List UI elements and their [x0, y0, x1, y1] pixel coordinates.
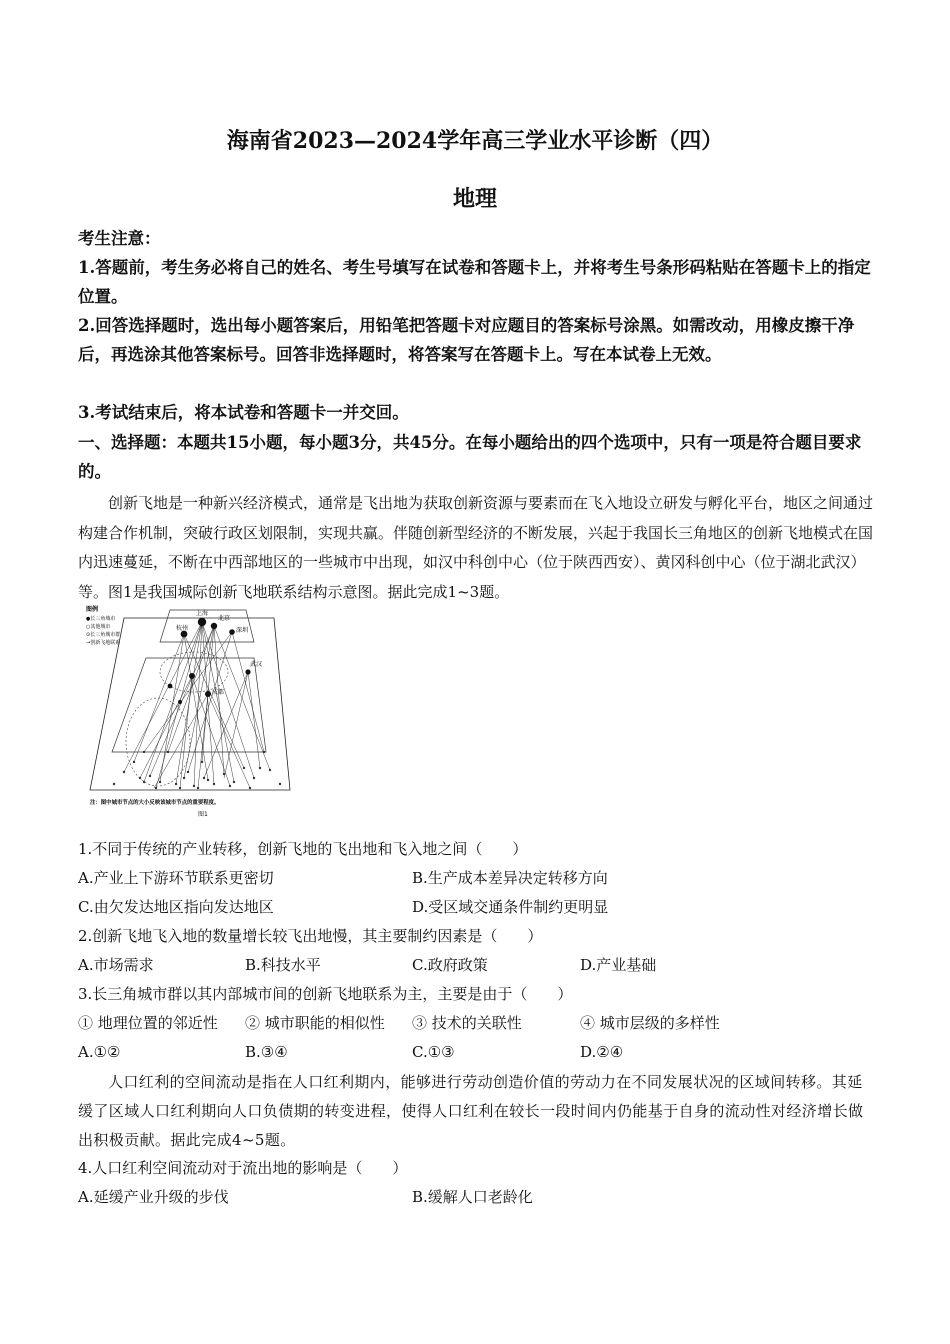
legend-title: 图例: [86, 606, 99, 613]
city-label: 成都: [212, 689, 225, 696]
legend-item: ○其他城市: [86, 624, 111, 630]
q3-option-c[interactable]: C.①③: [412, 1043, 455, 1061]
notice-heading: 考生注意：: [78, 229, 161, 248]
city-node-beijing: [211, 623, 217, 629]
city-label: 北京: [218, 615, 231, 622]
passage-2: 人口红利的空间流动是指在人口红利期内，能够进行劳动创造价值的劳动力在不同发展状况的区域间转移。其延缓了区域人口红利期向人口负债期的转变进程，使得人口红利在较长一段时间内仍能基于自身的流动性对经济增长做出积极贡献。据此完成4~5题。: [78, 1073, 864, 1149]
q3-statement-1: ① 地理位置的邻近性: [78, 1014, 218, 1032]
network-diagram: [84, 602, 296, 820]
q4-option-a[interactable]: A.延缓产业升级的步伐: [78, 1188, 229, 1206]
city-label: 武汉: [250, 661, 263, 668]
legend-item: ●长三角城市: [86, 616, 116, 622]
city-node: [189, 673, 195, 679]
passage-1: 创新飞地是一种新兴经济模式，通常是飞出地为获取创新资源与要素而在飞入地设立研发与孵化平台，地区之间通过构建合作机制，突破行政区划限制，实现共赢。伴随创新型经济的不断发展，兴起于我国长三角地区的创新飞地模式在国内迅速蔓延，不断在中西部地区的一些城市中出现，如汉中科创中心（位于陕西西安）、黄冈科创中心（位于湖北武汉）等。图1是我国城际创新飞地联系结构示意图。据此完成1~3题。: [78, 494, 874, 601]
q4-option-b[interactable]: B.缓解人口老龄化: [412, 1188, 533, 1206]
legend-item: →创新飞地联系: [86, 640, 121, 646]
q3-option-a[interactable]: A.①②: [78, 1043, 121, 1061]
city-node-shenzhen: [229, 629, 235, 635]
figure-note: 注：图中城市节点的大小反映该城市节点的重要程度。: [90, 800, 220, 806]
city-node-chengdu: [205, 691, 211, 697]
city-node: [178, 700, 182, 704]
figure-1: [84, 602, 296, 820]
question-2-stem: 2.创新飞地飞入地的数量增长较飞出地慢，其主要制约因素是（ ）: [78, 927, 543, 945]
notice-item-3: 3.考试结束后，将本试卷和答题卡一并交回。: [78, 403, 409, 422]
q1-option-c[interactable]: C.由欠发达地区指向发达地区: [78, 898, 274, 916]
question-1-stem: 1.不同于传统的产业转移，创新飞地的飞出地和飞入地之间（ ）: [78, 840, 528, 858]
link-lines: [124, 622, 270, 788]
q3-statement-3: ③ 技术的关联性: [412, 1014, 522, 1032]
figure-caption: 图1: [198, 811, 208, 818]
q2-option-c[interactable]: C.政府政策: [412, 956, 488, 974]
q3-option-d[interactable]: D.②④: [580, 1043, 624, 1061]
notice-item-1: 1.答题前，考生务必将自己的姓名、考生号填写在试卷和答题卡上，并将考生号条形码粘贴在答题卡上的指定位置。: [78, 258, 871, 306]
section-heading: 一、选择题：本题共15小题，每小题3分，共45分。在每小题给出的四个选项中，只有一项是符合题目要求的。: [78, 433, 862, 481]
city-node-shanghai: [198, 618, 206, 626]
exam-title: 海南省2023—2024学年高三学业水平诊断（四）: [226, 128, 724, 154]
subject-title: 地理: [452, 186, 497, 212]
q2-option-d[interactable]: D.产业基础: [580, 956, 657, 974]
question-4-stem: 4.人口红利空间流动对于流出地的影响是（ ）: [78, 1159, 408, 1177]
city-node-wuhan: [245, 669, 250, 674]
q2-option-a[interactable]: A.市场需求: [78, 956, 154, 974]
q1-option-b[interactable]: B.生产成本差异决定转移方向: [412, 869, 608, 887]
notice-item-2: 2.回答选择题时，选出每小题答案后，用铅笔把答题卡对应题目的答案标号涂黑。如需改动，用橡皮擦干净后，再选涂其他答案标号。回答非选择题时，将答案写在答题卡上。写在本试卷上无效。: [78, 316, 855, 364]
legend-item: ⊙长三角城市群: [86, 632, 121, 638]
city-label: 深圳: [236, 627, 249, 634]
city-node: [168, 684, 173, 689]
city-label: 上海: [196, 610, 209, 617]
q3-option-b[interactable]: B.③④: [245, 1043, 288, 1061]
q2-option-b[interactable]: B.科技水平: [245, 956, 321, 974]
city-label: 杭州: [176, 625, 189, 632]
q1-option-d[interactable]: D.受区域交通条件制约更明显: [412, 898, 609, 916]
small-nodes: [113, 751, 281, 789]
q3-statement-4: ④ 城市层级的多样性: [580, 1014, 720, 1032]
question-3-stem: 3.长三角城市群以其内部城市间的创新飞地联系为主，主要是由于（ ）: [78, 985, 573, 1003]
q3-statement-2: ② 城市职能的相似性: [245, 1014, 385, 1032]
q1-option-a[interactable]: A.产业上下游环节联系更密切: [78, 869, 274, 887]
